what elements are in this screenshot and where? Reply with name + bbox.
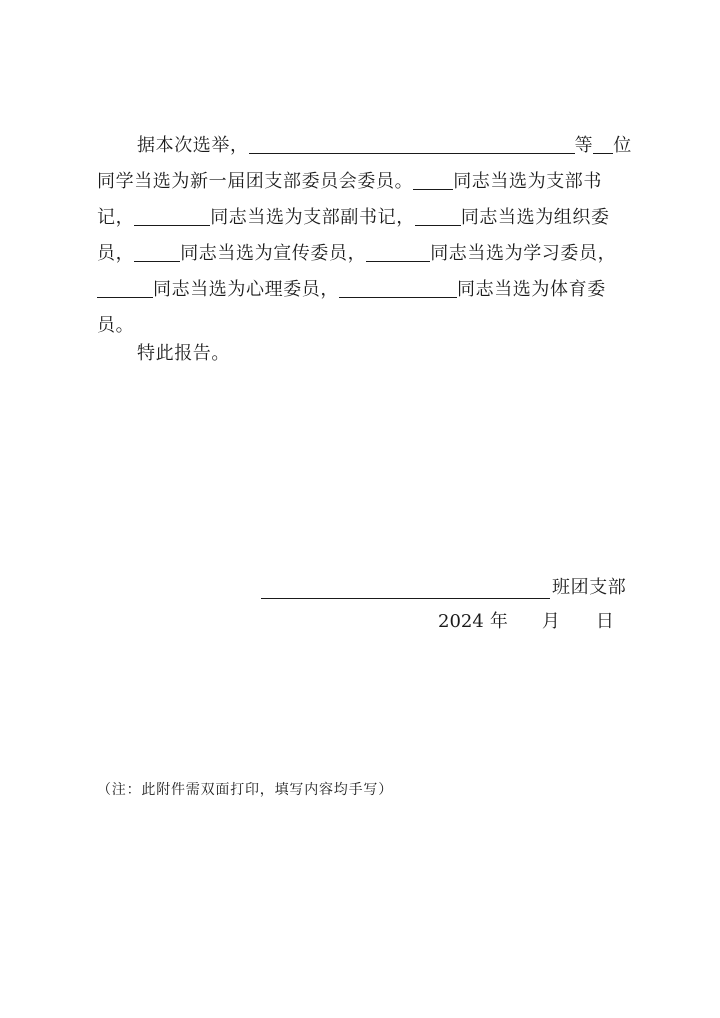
secretary-blank[interactable]: [413, 171, 453, 190]
report-line-4: [97, 242, 631, 266]
date-day-unit: 日: [595, 611, 614, 632]
closing-text: 特此报告。: [137, 343, 230, 364]
study-member-blank[interactable]: [366, 243, 430, 262]
report-line-2: [97, 170, 631, 194]
report-text: 同志当选为学习委员，: [430, 243, 617, 264]
report-text: 同志当选为宣传委员，: [180, 243, 367, 264]
report-text: 同志当选为支部副书记，: [210, 207, 415, 228]
report-text: 同志当选为组织委: [460, 207, 610, 228]
report-text: 员，: [97, 243, 135, 264]
report-line-1: [97, 134, 631, 158]
closing-line: [97, 342, 631, 366]
organization-member-blank[interactable]: [415, 207, 461, 226]
candidates-blank[interactable]: [249, 135, 575, 154]
report-line-5: [97, 278, 631, 302]
signature-date: [438, 610, 614, 634]
report-text: 据本次选举，: [137, 135, 249, 156]
report-text: 位: [613, 135, 632, 156]
psychology-member-blank[interactable]: [97, 279, 153, 298]
sports-member-blank[interactable]: [339, 279, 457, 298]
report-text: 同志当选为支部书: [453, 171, 603, 192]
footnote: （注：此附件需双面打印，填写内容均手写）: [97, 782, 393, 798]
report-text: 记，: [97, 207, 135, 228]
report-text: 同学当选为新一届团支部委员会委员。: [97, 171, 414, 192]
date-year-unit: 年: [489, 611, 508, 632]
date-year: 2024: [438, 611, 484, 632]
deputy-secretary-blank[interactable]: [134, 207, 210, 226]
date-month-unit: 月: [541, 611, 560, 632]
report-text: 同志当选为体育委: [457, 279, 606, 300]
report-text: 员。: [97, 315, 135, 336]
class-name-blank[interactable]: [261, 598, 550, 599]
report-line-3: [97, 206, 631, 230]
signature-org: 班团支部: [552, 577, 627, 598]
report-text: 同志当选为心理委员，: [153, 279, 339, 300]
count-blank[interactable]: [593, 135, 613, 154]
publicity-member-blank[interactable]: [134, 243, 180, 262]
report-line-6: [97, 314, 631, 338]
report-text: 等: [574, 135, 594, 156]
